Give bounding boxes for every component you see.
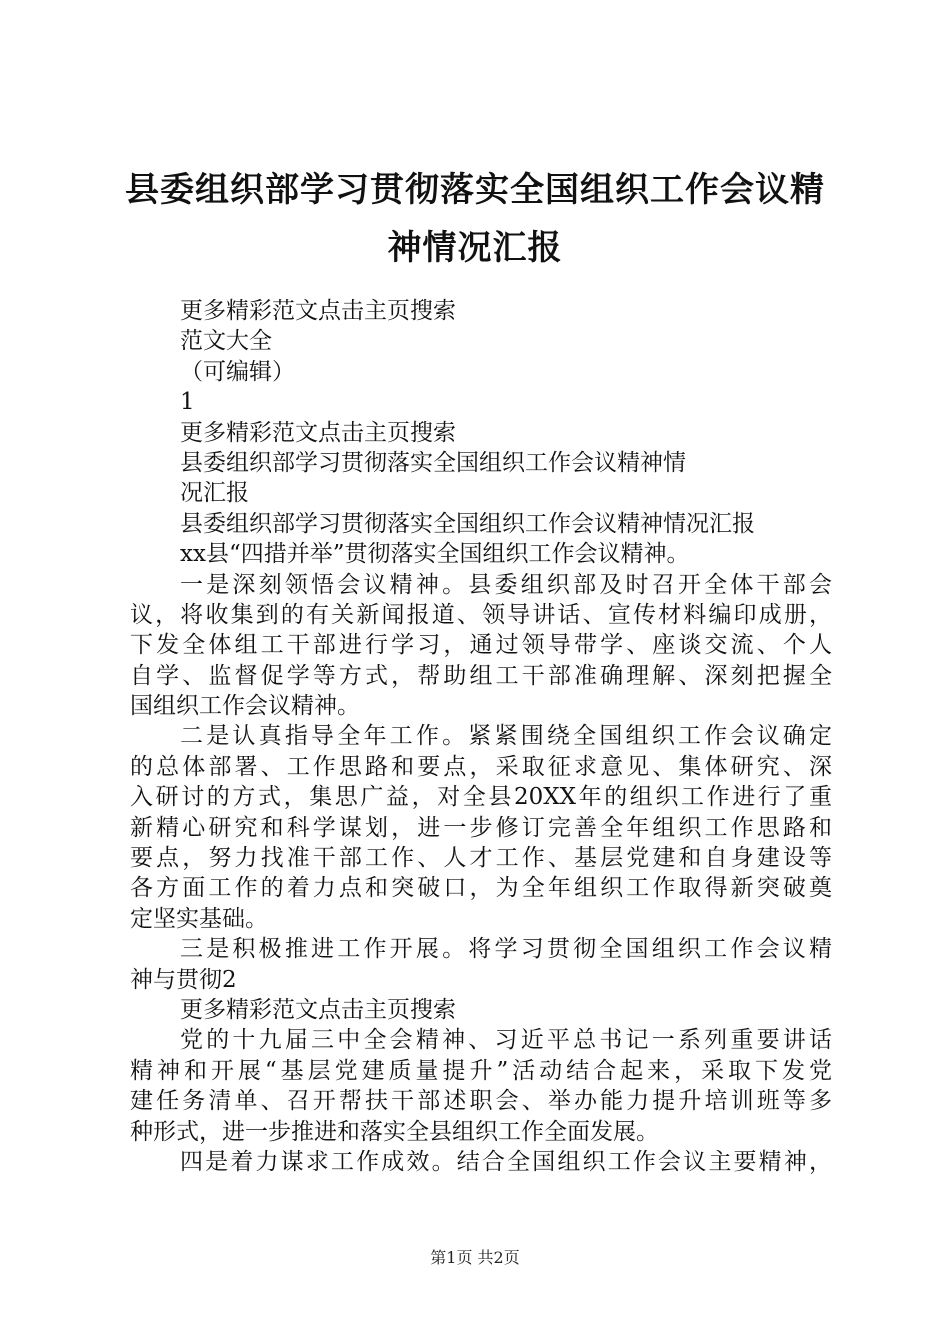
paragraph-line: 下发全体组工干部进行学习，通过领导带学、座谈交流、个人: [130, 632, 832, 659]
document-title-line-1: 县委组织部学习贯彻落实全国组织工作会议精: [125, 170, 825, 210]
paragraph-line: 三是积极推进工作开展。将学习贯彻全国组织工作会议精: [180, 936, 832, 963]
paragraph-line: 议，将收集到的有关新闻报道、领导讲话、宣传材料编印成册，: [130, 601, 832, 628]
paragraph-line: 各方面工作的着力点和突破口，为全年组织工作取得新突破奠: [130, 875, 832, 902]
text-line: 况汇报: [180, 480, 249, 507]
text-line: 更多精彩范文点击主页搜索: [180, 298, 456, 324]
text-line: 县委组织部学习贯彻落实全国组织工作会议精神情: [180, 449, 686, 476]
paragraph-line: 定坚实基础。: [130, 905, 268, 932]
paragraph-line: 种形式，进一步推进和落实全县组织工作全面发展。: [130, 1118, 659, 1145]
paragraph-line: 要点，努力找准干部工作、人才工作、基层党建和自身建设等: [130, 845, 832, 872]
paragraph-line: 新精心研究和科学谋划，进一步修订完善全年组织工作思路和: [130, 814, 832, 841]
page-footer: 第1页 共2页: [430, 1248, 520, 1267]
paragraph-line: 自学、监督促学等方式，帮助组工干部准确理解、深刻把握全: [130, 662, 832, 689]
text-line: （可编辑）: [180, 358, 295, 385]
paragraph-line: 神与贯彻2: [130, 966, 237, 993]
paragraph-line: 国组织工作会议精神。: [130, 693, 360, 720]
text-line: 更多精彩范文点击主页搜索: [180, 419, 456, 446]
paragraph-line: 一是深刻领悟会议精神。县委组织部及时召开全体干部会: [180, 571, 832, 598]
document-title-line-2: 神情况汇报: [387, 228, 563, 268]
text-line: 县委组织部学习贯彻落实全国组织工作会议精神情况汇报: [180, 510, 755, 537]
text-line: 更多精彩范文点击主页搜索: [180, 996, 456, 1023]
paragraph-line: 建任务清单、召开帮扶干部述职会、举办能力提升培训班等多: [130, 1088, 832, 1115]
paragraph-line: 四是着力谋求工作成效。结合全国组织工作会议主要精神，: [180, 1148, 832, 1175]
page-number-marker: 1: [180, 389, 195, 416]
document-body: [130, 296, 832, 1177]
paragraph-line: 的总体部署、工作思路和要点，采取征求意见、集体研究、深: [130, 753, 832, 780]
paragraph-line: 精神和开展“基层党建质量提升”活动结合起来，采取下发党: [130, 1057, 832, 1084]
paragraph-line: 党的十九届三中全会精神、习近平总书记一系列重要讲话: [180, 1027, 832, 1054]
text-line: 范文大全: [180, 328, 272, 355]
paragraph-line: 入研讨的方式，集思广益，对全县20XX年的组织工作进行了重: [130, 784, 832, 811]
text-line: xx县“四措并举”贯彻落实全国组织工作会议精神。: [180, 541, 690, 568]
paragraph-line: 二是认真指导全年工作。紧紧围绕全国组织工作会议确定: [180, 723, 832, 750]
